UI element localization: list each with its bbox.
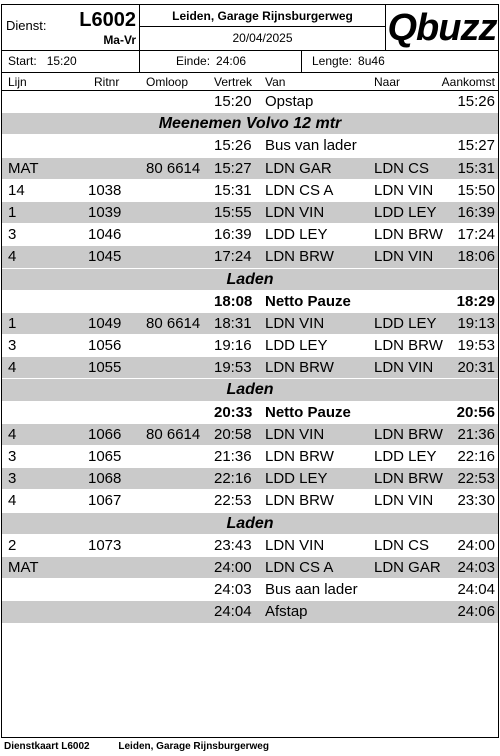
cell-ritnr: 1049 bbox=[88, 314, 122, 332]
cell-vertrek: 20:33 bbox=[214, 403, 253, 421]
cell-van: Bus aan lader bbox=[265, 581, 358, 599]
cell-vertrek: 19:16 bbox=[214, 337, 252, 355]
cell-vertrek: 16:39 bbox=[214, 226, 252, 244]
duty-times bbox=[2, 51, 498, 73]
trip-row bbox=[2, 135, 498, 157]
cell-van: Netto Pauze bbox=[265, 292, 351, 310]
cell-van: LDN VIN bbox=[265, 314, 325, 332]
cell-aankomst: 15:31 bbox=[457, 159, 495, 177]
col-van: Van bbox=[265, 75, 286, 89]
cell-aankomst: 16:39 bbox=[457, 203, 495, 221]
cell-omloop: 80 6614 bbox=[146, 159, 201, 177]
duty-id-box bbox=[2, 5, 140, 50]
section-row bbox=[2, 513, 498, 535]
cell-naar: LDN CS bbox=[374, 159, 430, 177]
dienst-days: Ma-Vr bbox=[103, 33, 136, 47]
cell-vertrek: 24:00 bbox=[214, 558, 252, 576]
column-header-row bbox=[2, 73, 498, 91]
cell-ritnr: 1039 bbox=[88, 203, 122, 221]
start-value: 15:20 bbox=[46, 54, 77, 68]
cell-lijn: 1 bbox=[8, 203, 17, 221]
cell-naar: LDN BRW bbox=[374, 470, 443, 488]
trip-row bbox=[2, 224, 498, 246]
trip-row bbox=[2, 579, 498, 601]
cell-van: Opstap bbox=[265, 93, 314, 110]
service-date: 20/04/2025 bbox=[232, 31, 293, 45]
cell-lijn: 4 bbox=[8, 359, 17, 377]
lengte-cell bbox=[302, 51, 498, 72]
cell-naar: LDN VIN bbox=[374, 359, 434, 377]
cell-naar: LDN CS bbox=[374, 536, 430, 554]
cell-van: Bus van lader bbox=[265, 137, 357, 155]
cell-vertrek: 23:43 bbox=[214, 536, 252, 554]
cell-aankomst: 20:56 bbox=[456, 403, 495, 421]
trip-row bbox=[2, 424, 498, 446]
section-row bbox=[2, 379, 498, 401]
cell-lijn: 4 bbox=[8, 492, 17, 510]
trip-row bbox=[2, 291, 498, 313]
cell-aankomst: 23:30 bbox=[457, 492, 495, 510]
cell-aankomst: 20:31 bbox=[457, 359, 495, 377]
cell-vertrek: 18:08 bbox=[214, 292, 253, 310]
cell-naar: LDD LEY bbox=[374, 314, 437, 332]
cell-ritnr: 1068 bbox=[88, 470, 122, 488]
cell-aankomst: 19:13 bbox=[457, 314, 495, 332]
cell-aankomst: 24:03 bbox=[457, 558, 495, 576]
trip-row bbox=[2, 246, 498, 268]
cell-vertrek: 19:53 bbox=[214, 359, 252, 377]
cell-van: Netto Pauze bbox=[265, 403, 351, 421]
cell-aankomst: 15:50 bbox=[457, 181, 495, 199]
cell-ritnr: 1073 bbox=[88, 536, 122, 554]
cell-aankomst: 24:00 bbox=[457, 536, 495, 554]
cell-aankomst: 15:27 bbox=[457, 137, 495, 155]
header bbox=[2, 5, 498, 51]
footer-duty: Dienstkaart L6002 bbox=[4, 741, 90, 752]
trip-row bbox=[2, 202, 498, 224]
cell-vertrek: 15:31 bbox=[214, 181, 252, 199]
cell-van: LDN VIN bbox=[265, 536, 325, 554]
cell-vertrek: 15:20 bbox=[214, 93, 252, 110]
garage-name: Leiden, Garage Rijnsburgerweg bbox=[140, 5, 385, 27]
cell-aankomst: 24:06 bbox=[457, 603, 495, 621]
col-ritnr: Ritnr bbox=[94, 75, 120, 89]
trip-table bbox=[2, 91, 498, 624]
cell-naar: LDN BRW bbox=[374, 425, 443, 443]
cell-naar: LDN VIN bbox=[374, 492, 434, 510]
col-vertrek: Vertrek bbox=[214, 75, 253, 89]
cell-lijn: 4 bbox=[8, 425, 17, 443]
cell-vertrek: 17:24 bbox=[214, 248, 252, 266]
trip-row bbox=[2, 601, 498, 623]
cell-van: LDN BRW bbox=[265, 448, 334, 465]
cell-van: LDD LEY bbox=[265, 226, 328, 244]
cell-lijn: 14 bbox=[8, 181, 25, 199]
cell-lijn: 2 bbox=[8, 536, 17, 554]
cell-van: LDN VIN bbox=[265, 425, 325, 443]
trip-row bbox=[2, 490, 498, 512]
einde-label: Einde: bbox=[176, 54, 211, 68]
cell-ritnr: 1067 bbox=[88, 492, 122, 510]
cell-naar: LDD LEY bbox=[374, 448, 437, 465]
trip-row bbox=[2, 335, 498, 357]
cell-vertrek: 21:36 bbox=[214, 448, 252, 465]
cell-van: LDN CS A bbox=[265, 181, 334, 199]
section-title: Laden bbox=[226, 514, 274, 532]
cell-naar: LDN GAR bbox=[374, 558, 441, 576]
cell-aankomst: 24:04 bbox=[457, 581, 495, 599]
einde-value: 24:06 bbox=[216, 54, 247, 68]
section-title: Laden bbox=[226, 381, 274, 399]
cell-ritnr: 1045 bbox=[88, 248, 122, 266]
cell-aankomst: 15:26 bbox=[457, 93, 495, 110]
cell-aankomst: 18:06 bbox=[457, 248, 495, 266]
garage-date-box bbox=[140, 5, 386, 50]
cell-lijn: MAT bbox=[8, 558, 39, 576]
cell-ritnr: 1066 bbox=[88, 425, 122, 443]
cell-omloop: 80 6614 bbox=[146, 425, 201, 443]
cell-lijn: 3 bbox=[8, 226, 17, 244]
cell-ritnr: 1046 bbox=[88, 226, 122, 244]
dienst-label: Dienst: bbox=[6, 18, 47, 33]
cell-aankomst: 22:16 bbox=[457, 448, 495, 465]
footer-garage: Leiden, Garage Rijnsburgerweg bbox=[118, 741, 269, 752]
cell-ritnr: 1038 bbox=[88, 181, 122, 199]
cell-vertrek: 15:27 bbox=[214, 159, 252, 177]
lengte-label: Lengte: bbox=[312, 54, 353, 68]
cell-vertrek: 24:04 bbox=[214, 603, 252, 621]
cell-ritnr: 1055 bbox=[88, 359, 122, 377]
cell-naar: LDD LEY bbox=[374, 203, 437, 221]
cell-naar: LDN VIN bbox=[374, 181, 434, 199]
trip-row bbox=[2, 557, 498, 579]
cell-lijn: MAT bbox=[8, 159, 39, 177]
col-lijn: Lijn bbox=[8, 75, 27, 89]
dienst-code: L6002 bbox=[79, 9, 136, 31]
cell-van: LDD LEY bbox=[265, 470, 328, 488]
cell-naar: LDN BRW bbox=[374, 337, 443, 355]
section-title: Meenemen Volvo 12 mtr bbox=[158, 115, 342, 133]
cell-lijn: 4 bbox=[8, 248, 17, 266]
cell-ritnr: 1056 bbox=[88, 337, 122, 355]
trip-row bbox=[2, 313, 498, 335]
cell-vertrek: 18:31 bbox=[214, 314, 252, 332]
trip-row bbox=[2, 535, 498, 557]
cell-vertrek: 22:53 bbox=[214, 492, 252, 510]
trip-row bbox=[2, 468, 498, 490]
cell-ritnr: 1065 bbox=[88, 448, 122, 465]
trip-row bbox=[2, 446, 498, 468]
duty-card bbox=[1, 4, 499, 738]
cell-naar: LDN BRW bbox=[374, 226, 443, 244]
cell-van: LDN BRW bbox=[265, 248, 334, 266]
cell-aankomst: 21:36 bbox=[457, 425, 495, 443]
cell-vertrek: 22:16 bbox=[214, 470, 252, 488]
cell-lijn: 3 bbox=[8, 337, 17, 355]
start-label: Start: bbox=[8, 54, 37, 68]
trip-row bbox=[2, 357, 498, 379]
cell-van: LDN GAR bbox=[265, 159, 332, 177]
cell-van: LDN BRW bbox=[265, 359, 334, 377]
cell-aankomst: 22:53 bbox=[457, 470, 495, 488]
cell-vertrek: 15:55 bbox=[214, 203, 252, 221]
trip-row bbox=[2, 91, 498, 113]
lengte-value: 8u46 bbox=[358, 54, 385, 68]
footer bbox=[4, 741, 295, 752]
cell-van: LDN VIN bbox=[265, 203, 325, 221]
cell-vertrek: 15:26 bbox=[214, 137, 252, 155]
cell-aankomst: 19:53 bbox=[457, 337, 495, 355]
cell-vertrek: 20:58 bbox=[214, 425, 252, 443]
cell-vertrek: 24:03 bbox=[214, 581, 252, 599]
cell-van: LDD LEY bbox=[265, 337, 328, 355]
cell-van: LDN CS A bbox=[265, 558, 334, 576]
logo-text: Qbuzz bbox=[387, 6, 497, 49]
cell-aankomst: 18:29 bbox=[456, 292, 495, 310]
col-naar: Naar bbox=[374, 75, 401, 89]
section-title: Laden bbox=[226, 270, 274, 288]
cell-lijn: 1 bbox=[8, 314, 17, 332]
start-cell bbox=[2, 51, 140, 72]
trip-row bbox=[2, 402, 498, 424]
cell-lijn: 3 bbox=[8, 470, 17, 488]
cell-van: Afstap bbox=[265, 603, 308, 621]
trip-row bbox=[2, 158, 498, 180]
section-row bbox=[2, 269, 498, 291]
col-omloop: Omloop bbox=[146, 75, 189, 89]
cell-van: LDN BRW bbox=[265, 492, 334, 510]
einde-cell bbox=[140, 51, 302, 72]
cell-naar: LDN VIN bbox=[374, 248, 434, 266]
cell-lijn: 3 bbox=[8, 448, 17, 465]
cell-omloop: 80 6614 bbox=[146, 314, 201, 332]
trip-row bbox=[2, 180, 498, 202]
col-aankomst: Aankomst bbox=[441, 75, 495, 89]
qbuzz-logo bbox=[386, 5, 498, 50]
section-row bbox=[2, 113, 498, 135]
cell-aankomst: 17:24 bbox=[457, 226, 495, 244]
